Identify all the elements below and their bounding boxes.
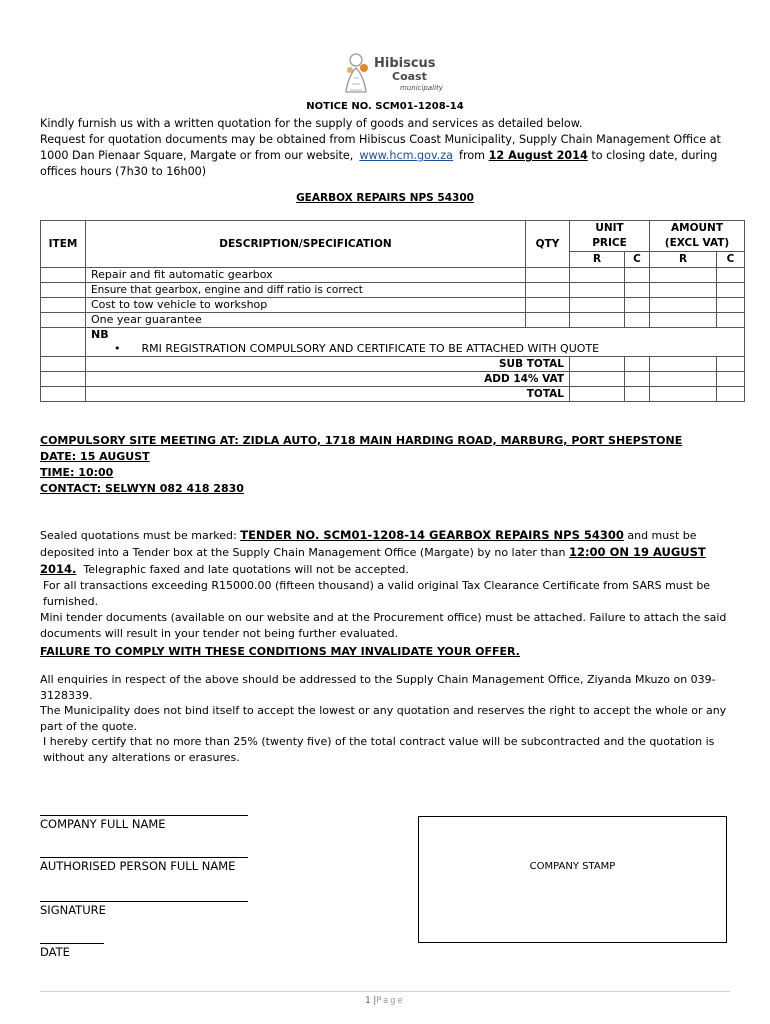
logo-line2: Coast [392,70,427,83]
deadline: 12:00 ON 19 AUGUST 2014. [40,545,706,576]
table-row [41,268,745,283]
quotation-table [40,220,745,402]
row-desc: Repair and fit automatic gearbox [86,268,526,283]
website-link[interactable]: www.hcm.gov.za [359,149,454,162]
col-amount-2: (EXCL VAT) [650,236,745,251]
total-label: TOTAL [86,387,570,402]
authorised-person-label: AUTHORISED PERSON FULL NAME [40,859,236,873]
authorised-person-line[interactable] [40,857,248,858]
nb-label: NB [86,328,745,343]
table-row-rmi [41,342,745,357]
sealed-p1a: Sealed quotations must be marked: [40,529,237,542]
amount-rand: R [650,251,717,267]
enquiries-p3: I hereby certify that no more than 25% (twenty five) of the total contract value will be subcontracted and the quotation is without any alterations or erasures. [43,735,715,764]
bullet-icon: • [114,342,121,355]
row-desc: One year guarantee [86,313,526,328]
total-amount[interactable] [650,387,717,402]
row-desc: Ensure that gearbox, engine and diff ratio is correct [86,283,526,298]
sealed-p1 [40,527,740,578]
col-item: ITEM [41,221,86,268]
table-row [41,298,745,313]
subtotal-row [41,357,745,372]
logo-line3: municipality [400,84,443,92]
enquiries-p1: All enquiries in respect of the above should be addressed to the Supply Chain Management Office, Ziyanda Mkuzo on 039-3128339. [40,673,716,702]
intro-line2-part1: Request for quotation documents may be obtained from Hibiscus Coast Municipality, Supply Chain Management Office at 1000 Dan Pienaar Square, Margate or from our website, [40,133,721,162]
intro-paragraph [40,116,740,180]
tender-number: TENDER NO. SCM01-1208-14 GEARBOX REPAIRS NPS 54300 [240,528,624,542]
subtotal-label: SUB TOTAL [86,357,570,372]
date-label: DATE [40,945,70,959]
vat-row [41,372,745,387]
enquiries-p2: The Municipality does not bind itself to accept the lowest or any quotation and reserves the right to accept the whole or any part of the quote. [40,704,727,733]
table-header-row [41,221,745,236]
notice-number: NOTICE NO. SCM01-1208-14 [306,101,464,112]
subtotal-amount[interactable] [650,357,717,372]
qty-cell[interactable] [526,298,570,313]
logo-line1: Hibiscus [374,56,436,71]
hibiscus-logo-icon [338,48,466,98]
intro-line2 [40,132,740,180]
table-row-nb [41,328,745,343]
unit-cents: C [625,251,650,267]
sealed-quotations [40,527,740,642]
page-number: 1 [365,996,371,1006]
municipality-logo [338,48,466,98]
intro-from: from [459,149,486,162]
intro-line2-part2: to closing date, during offices hours (7h30 to 16h00) [40,149,718,178]
total-row [41,387,745,402]
footer-separator: | [373,996,377,1006]
table-row [41,283,745,298]
table-row [41,313,745,328]
rmi-text: RMI REGISTRATION COMPULSORY AND CERTIFICATE TO BE ATTACHED WITH QUOTE [141,342,600,355]
col-unit-price-1: UNIT [570,221,650,236]
vat-label: ADD 14% VAT [86,372,570,387]
page-footer [0,996,770,1006]
sealed-p1c: Telegraphic faxed and late quotations will not be accepted. [83,563,409,576]
sealed-p3: Mini tender documents (available on our website and at the Procurement office) must be attached. Failure to attach the said documents will result in your tender not being further evaluated. [40,611,727,640]
date-line[interactable] [40,943,104,944]
site-meeting: COMPULSORY SITE MEETING AT: ZIDLA AUTO, 1718 MAIN HARDING ROAD, MARBURG, PORT SHEPSTONE [40,434,683,447]
intro-line1: Kindly furnish us with a written quotation for the supply of goods and services as detailed below. [40,117,583,130]
col-amount-1: AMOUNT [650,221,745,236]
row-desc: Cost to tow vehicle to workshop [86,298,526,313]
failure-warning: FAILURE TO COMPLY WITH THESE CONDITIONS MAY INVALIDATE YOUR OFFER. [40,645,520,658]
signature-line[interactable] [40,901,248,902]
company-name-label: COMPANY FULL NAME [40,817,166,831]
col-qty: QTY [526,221,570,268]
site-time: TIME: 10:00 [40,466,114,479]
rmi-note [86,342,745,357]
company-stamp-label: COMPANY STAMP [529,861,616,872]
sealed-p1b: and must be deposited into a Tender box at the Supply Chain Management Office (Margate) by no later than [40,529,697,559]
qty-cell[interactable] [526,283,570,298]
signature-label: SIGNATURE [40,903,106,917]
qty-cell[interactable] [526,268,570,283]
intro-date: 12 August 2014 [488,149,588,162]
enquiries-block [40,672,745,765]
amount-cents: C [717,251,745,267]
site-date: DATE: 15 AUGUST [40,450,150,463]
footer-divider [40,991,730,992]
company-stamp-box[interactable] [418,816,727,943]
unit-rand: R [570,251,625,267]
site-meeting-block [40,433,682,497]
site-contact: CONTACT: SELWYN 082 418 2830 [40,482,244,495]
col-description: DESCRIPTION/SPECIFICATION [86,221,526,268]
quote-title: GEARBOX REPAIRS NPS 54300 [296,192,474,204]
vat-amount[interactable] [650,372,717,387]
page-label: Page [376,996,405,1006]
col-unit-price-2: PRICE [570,236,650,251]
sealed-p2: For all transactions exceeding R15000.00 (fifteen thousand) a valid original Tax Clearance Certificate from SARS must be furnished. [43,579,711,608]
company-name-line[interactable] [40,815,248,816]
